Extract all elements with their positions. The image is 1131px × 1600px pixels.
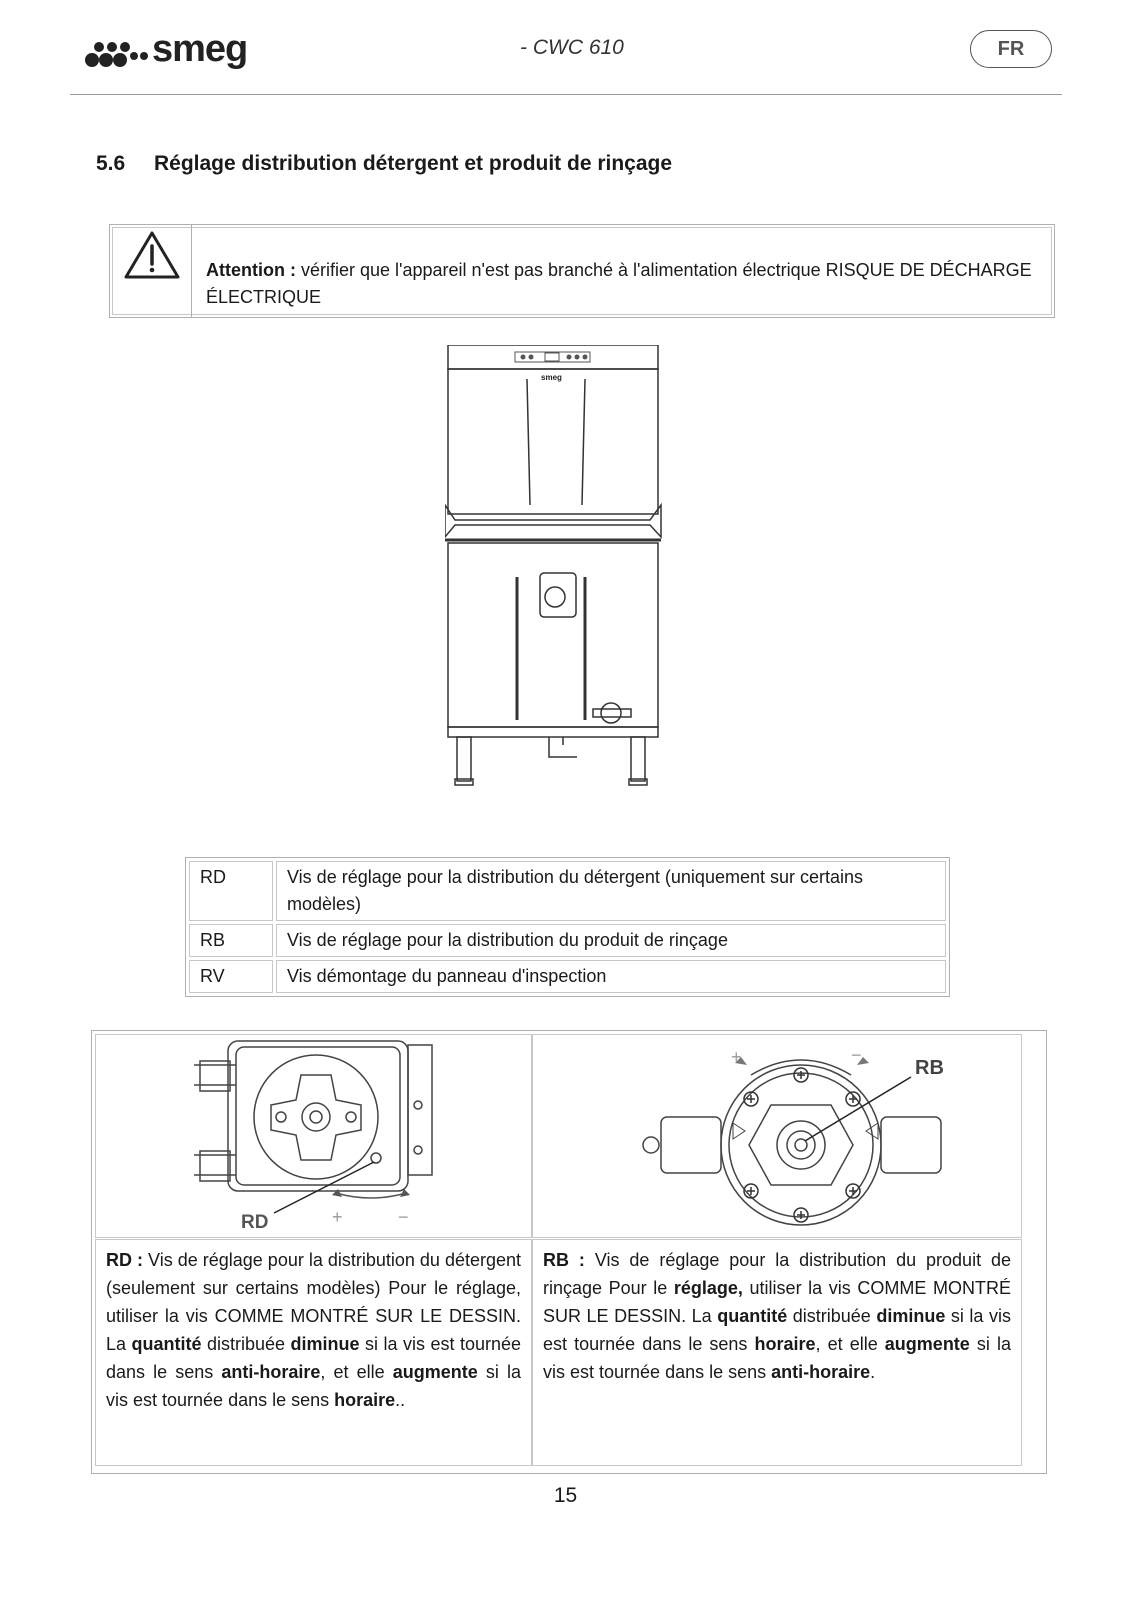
- detergent-pump-illustration: [96, 1035, 531, 1237]
- text-run: distribuée: [201, 1334, 291, 1354]
- bold-run: horaire: [334, 1390, 396, 1410]
- warning-icon-cell: [110, 225, 192, 317]
- text-run: ..: [395, 1390, 406, 1410]
- bold-run: anti-horaire: [221, 1362, 321, 1382]
- legend-description: Vis démontage du panneau d'inspection: [276, 960, 946, 993]
- rinse-aid-instructions: [543, 1246, 1011, 1386]
- bold-run: diminue: [290, 1334, 360, 1354]
- bold-run: horaire: [754, 1334, 816, 1354]
- table-row: [189, 960, 946, 993]
- bold-run: réglage,: [673, 1278, 743, 1298]
- bold-run: quantité: [717, 1306, 788, 1326]
- bold-run: diminue: [876, 1306, 946, 1326]
- warning-triangle-icon: [122, 229, 182, 281]
- rinse-aid-valve-illustration: [533, 1035, 1021, 1237]
- text-run: Vis de réglage pour la distribution du détergent (seulement sur certains modèles) Pour le réglage, utiliser la vis COMME MONTRÉ SUR LE DESSIN. La: [106, 1250, 522, 1354]
- text-run: distribuée: [787, 1306, 877, 1326]
- legend-table: [185, 857, 950, 997]
- language-badge: FR: [970, 30, 1052, 68]
- rb-label: RB :: [543, 1250, 585, 1270]
- text-run: , et elle: [815, 1334, 885, 1354]
- text-run: utiliser la vis COMME MONTRÉ SUR LE DESSIN. La: [543, 1278, 1011, 1326]
- text-run: .: [870, 1362, 876, 1382]
- minus-sign: −: [398, 1207, 409, 1227]
- adjustment-detail-table: [91, 1030, 1047, 1474]
- bold-run: augmente: [392, 1362, 478, 1382]
- panel-brand-label: smeg: [541, 373, 562, 382]
- text-run: si la vis est tournée dans le sens: [106, 1334, 521, 1382]
- bold-run: anti-horaire: [771, 1362, 871, 1382]
- bold-run: augmente: [884, 1334, 970, 1354]
- table-row: [189, 924, 946, 957]
- text-run: si la vis est tournée dans le sens: [106, 1362, 521, 1410]
- page-header: [70, 28, 1062, 95]
- smeg-logo-dots-icon: [84, 32, 154, 72]
- table-row: [189, 861, 946, 921]
- minus-sign: −: [851, 1045, 862, 1065]
- pump-illustration-cell: [95, 1034, 532, 1238]
- legend-code: RB: [189, 924, 273, 957]
- legend-description: Vis de réglage pour la distribution du détergent (uniquement sur certains modèles): [276, 861, 946, 921]
- pump-label-rd: RD: [241, 1212, 269, 1233]
- warning-message: vérifier que l'appareil n'est pas branché à l'alimentation électrique RISQUE DE DÉCHARGE ÉLECTRIQUE: [206, 260, 1032, 307]
- control-panel: [515, 352, 590, 362]
- warning-label: Attention :: [206, 260, 296, 280]
- warning-box: [109, 224, 1055, 318]
- legend-description: Vis de réglage pour la distribution du produit de rinçage: [276, 924, 946, 957]
- valve-screws: [744, 1068, 860, 1222]
- rd-label: RD :: [106, 1250, 144, 1270]
- section-title-text: Réglage distribution détergent et produit de rinçage: [154, 152, 673, 175]
- valve-illustration-cell: [532, 1034, 1022, 1238]
- section-number: 5.6: [96, 152, 126, 175]
- plus-sign: +: [332, 1207, 343, 1227]
- text-run: si la vis est tournée dans le sens: [543, 1306, 1011, 1354]
- bold-run: quantité: [131, 1334, 202, 1354]
- page-number: 15: [553, 1484, 578, 1507]
- brand-logo-text: smeg: [152, 28, 248, 70]
- model-name: - CWC 610: [520, 36, 624, 59]
- rinse-aid-instructions-cell: [532, 1239, 1022, 1466]
- detergent-instructions-cell: [95, 1239, 532, 1466]
- text-run: si la vis est tournée dans le sens: [543, 1334, 1011, 1382]
- dishwasher-front-illustration: [445, 345, 685, 805]
- detergent-instructions: [106, 1246, 521, 1414]
- legend-code: RD: [189, 861, 273, 921]
- section-title: [96, 152, 672, 176]
- valve-label-rb: RB: [915, 1057, 944, 1079]
- text-run: Vis de réglage pour la distribution du produit de rinçage Pour le: [543, 1250, 1011, 1298]
- legend-code: RV: [189, 960, 273, 993]
- text-run: , et elle: [320, 1362, 393, 1382]
- plus-sign: +: [731, 1047, 742, 1067]
- warning-text: [206, 257, 1036, 311]
